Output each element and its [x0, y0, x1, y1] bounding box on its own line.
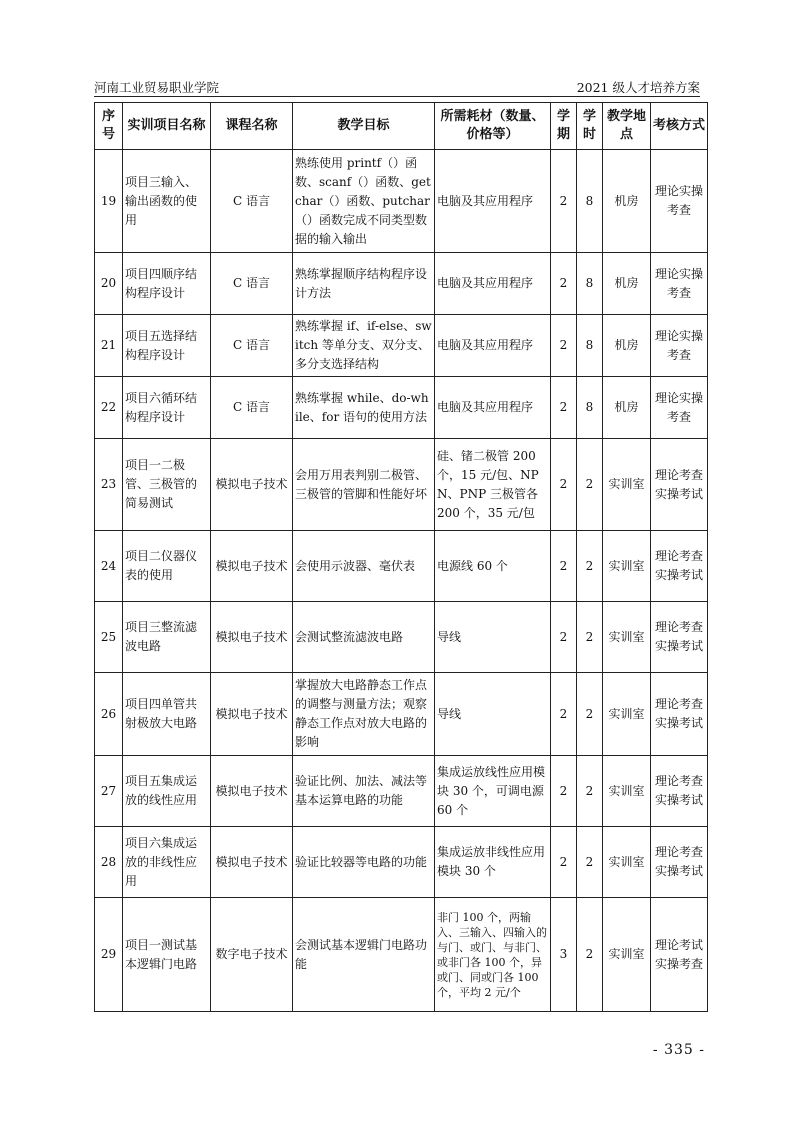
cell-project: 项目四单管共射极放大电路 — [123, 673, 211, 756]
cell-goal: 熟练使用 printf（）函数、scanf（）函数、getchar（）函数、putchar（）函数完成不同类型数据的输入输出 — [293, 150, 435, 253]
cell-place: 实训室 — [603, 898, 651, 1012]
table-row — [95, 673, 708, 756]
cell-material: 集成运放线性应用模块 30 个，可调电源 60 个 — [435, 756, 551, 827]
table-row — [95, 315, 708, 377]
cell-goal: 掌握放大电路静态工作点的调整与测量方法；观察静态工作点对放大电路的影响 — [293, 673, 435, 756]
cell-material: 导线 — [435, 602, 551, 673]
cell-material: 导线 — [435, 673, 551, 756]
cell-no: 21 — [95, 315, 123, 377]
col-header: 考核方式 — [651, 103, 708, 150]
cell-hours: 2 — [577, 439, 603, 531]
cell-goal: 验证比较器等电路的功能 — [293, 827, 435, 898]
cell-project: 项目三整流滤波电路 — [123, 602, 211, 673]
col-header: 所需耗材（数量、价格等） — [435, 103, 551, 150]
header-doc-title: 2021 级人才培养方案 — [576, 80, 700, 95]
cell-project: 项目五选择结构程序设计 — [123, 315, 211, 377]
cell-project: 项目六循环结构程序设计 — [123, 377, 211, 439]
cell-exam: 理论考查实操考试 — [651, 439, 708, 531]
cell-course: C 语言 — [211, 253, 293, 315]
cell-material: 电脑及其应用程序 — [435, 253, 551, 315]
table-row — [95, 253, 708, 315]
cell-material: 非门 100 个，两输入、三输入、四输入的与门、或门、与非门、或非门各 100 个，异或门、同或门各 100 个，平均 2 元/个 — [435, 898, 551, 1012]
cell-hours: 8 — [577, 315, 603, 377]
cell-place: 实训室 — [603, 756, 651, 827]
cell-hours: 8 — [577, 150, 603, 253]
cell-hours: 2 — [577, 602, 603, 673]
cell-goal: 熟练掌握 if、if-else、switch 等单分支、双分支、多分支选择结构 — [293, 315, 435, 377]
col-header: 学时 — [577, 103, 603, 150]
cell-hours: 2 — [577, 827, 603, 898]
cell-material: 电源线 60 个 — [435, 531, 551, 602]
col-header: 教学目标 — [293, 103, 435, 150]
cell-course: 模拟电子技术 — [211, 756, 293, 827]
table-row — [95, 756, 708, 827]
cell-course: C 语言 — [211, 150, 293, 253]
training-table — [94, 102, 708, 1012]
cell-exam: 理论实操考查 — [651, 150, 708, 253]
cell-material: 硅、锗二极管 200 个，15 元/包、NPN、PNP 三极管各 200 个，35 元/包 — [435, 439, 551, 531]
cell-term: 2 — [551, 827, 577, 898]
table-row — [95, 439, 708, 531]
cell-exam: 理论考查实操考试 — [651, 531, 708, 602]
page-header — [94, 78, 700, 97]
page-number: - 335 - — [652, 1042, 705, 1058]
cell-place: 实训室 — [603, 439, 651, 531]
cell-goal: 会测试基本逻辑门电路功能 — [293, 898, 435, 1012]
cell-hours: 8 — [577, 377, 603, 439]
table-header-row — [95, 103, 708, 150]
cell-goal: 验证比例、加法、减法等基本运算电路的功能 — [293, 756, 435, 827]
cell-course: 模拟电子技术 — [211, 439, 293, 531]
cell-place: 实训室 — [603, 602, 651, 673]
cell-exam: 理论实操考查 — [651, 253, 708, 315]
table-row — [95, 150, 708, 253]
cell-term: 2 — [551, 253, 577, 315]
cell-no: 29 — [95, 898, 123, 1012]
cell-hours: 2 — [577, 898, 603, 1012]
cell-course: 模拟电子技术 — [211, 531, 293, 602]
cell-project: 项目四顺序结构程序设计 — [123, 253, 211, 315]
cell-material: 集成运放非线性应用模块 30 个 — [435, 827, 551, 898]
cell-term: 2 — [551, 602, 577, 673]
header-school: 河南工业贸易职业学院 — [94, 80, 220, 95]
col-header: 实训项目名称 — [123, 103, 211, 150]
table-row — [95, 377, 708, 439]
cell-material: 电脑及其应用程序 — [435, 377, 551, 439]
cell-goal: 熟练掌握 while、do-while、for 语句的使用方法 — [293, 377, 435, 439]
cell-material: 电脑及其应用程序 — [435, 150, 551, 253]
cell-course: C 语言 — [211, 377, 293, 439]
table-row — [95, 531, 708, 602]
cell-project: 项目一二极管、三极管的简易测试 — [123, 439, 211, 531]
cell-no: 27 — [95, 756, 123, 827]
cell-no: 24 — [95, 531, 123, 602]
cell-hours: 2 — [577, 756, 603, 827]
cell-term: 2 — [551, 531, 577, 602]
cell-no: 28 — [95, 827, 123, 898]
cell-course: C 语言 — [211, 315, 293, 377]
cell-course: 数字电子技术 — [211, 898, 293, 1012]
col-header: 课程名称 — [211, 103, 293, 150]
cell-term: 3 — [551, 898, 577, 1012]
cell-term: 2 — [551, 439, 577, 531]
cell-goal: 会用万用表判别二极管、三极管的管脚和性能好坏 — [293, 439, 435, 531]
cell-goal: 会使用示波器、毫伏表 — [293, 531, 435, 602]
table-row — [95, 827, 708, 898]
cell-exam: 理论考查实操考试 — [651, 756, 708, 827]
cell-goal: 熟练掌握顺序结构程序设计方法 — [293, 253, 435, 315]
cell-course: 模拟电子技术 — [211, 602, 293, 673]
cell-exam: 理论考查实操考试 — [651, 673, 708, 756]
cell-project: 项目六集成运放的非线性应用 — [123, 827, 211, 898]
cell-no: 25 — [95, 602, 123, 673]
cell-no: 19 — [95, 150, 123, 253]
cell-exam: 理论实操考查 — [651, 377, 708, 439]
cell-hours: 2 — [577, 531, 603, 602]
col-header: 教学地点 — [603, 103, 651, 150]
cell-project: 项目一测试基本逻辑门电路 — [123, 898, 211, 1012]
cell-place: 机房 — [603, 150, 651, 253]
cell-no: 20 — [95, 253, 123, 315]
cell-place: 机房 — [603, 377, 651, 439]
cell-project: 项目五集成运放的线性应用 — [123, 756, 211, 827]
cell-material: 电脑及其应用程序 — [435, 315, 551, 377]
cell-place: 实训室 — [603, 673, 651, 756]
cell-course: 模拟电子技术 — [211, 673, 293, 756]
col-header: 学期 — [551, 103, 577, 150]
cell-exam: 理论考查实操考试 — [651, 827, 708, 898]
cell-course: 模拟电子技术 — [211, 827, 293, 898]
cell-exam: 理论考查实操考试 — [651, 602, 708, 673]
cell-hours: 8 — [577, 253, 603, 315]
cell-hours: 2 — [577, 673, 603, 756]
table-row — [95, 898, 708, 1012]
cell-place: 实训室 — [603, 827, 651, 898]
cell-project: 项目二仪器仪表的使用 — [123, 531, 211, 602]
cell-exam: 理论考试实操考查 — [651, 898, 708, 1012]
cell-place: 实训室 — [603, 531, 651, 602]
cell-place: 机房 — [603, 253, 651, 315]
cell-project: 项目三输入、输出函数的使用 — [123, 150, 211, 253]
cell-exam: 理论实操考查 — [651, 315, 708, 377]
cell-no: 22 — [95, 377, 123, 439]
cell-term: 2 — [551, 150, 577, 253]
cell-term: 2 — [551, 315, 577, 377]
cell-term: 2 — [551, 377, 577, 439]
cell-goal: 会测试整流滤波电路 — [293, 602, 435, 673]
cell-term: 2 — [551, 756, 577, 827]
table-row — [95, 602, 708, 673]
cell-place: 机房 — [603, 315, 651, 377]
cell-term: 2 — [551, 673, 577, 756]
cell-no: 23 — [95, 439, 123, 531]
col-header: 序号 — [95, 103, 123, 150]
cell-no: 26 — [95, 673, 123, 756]
